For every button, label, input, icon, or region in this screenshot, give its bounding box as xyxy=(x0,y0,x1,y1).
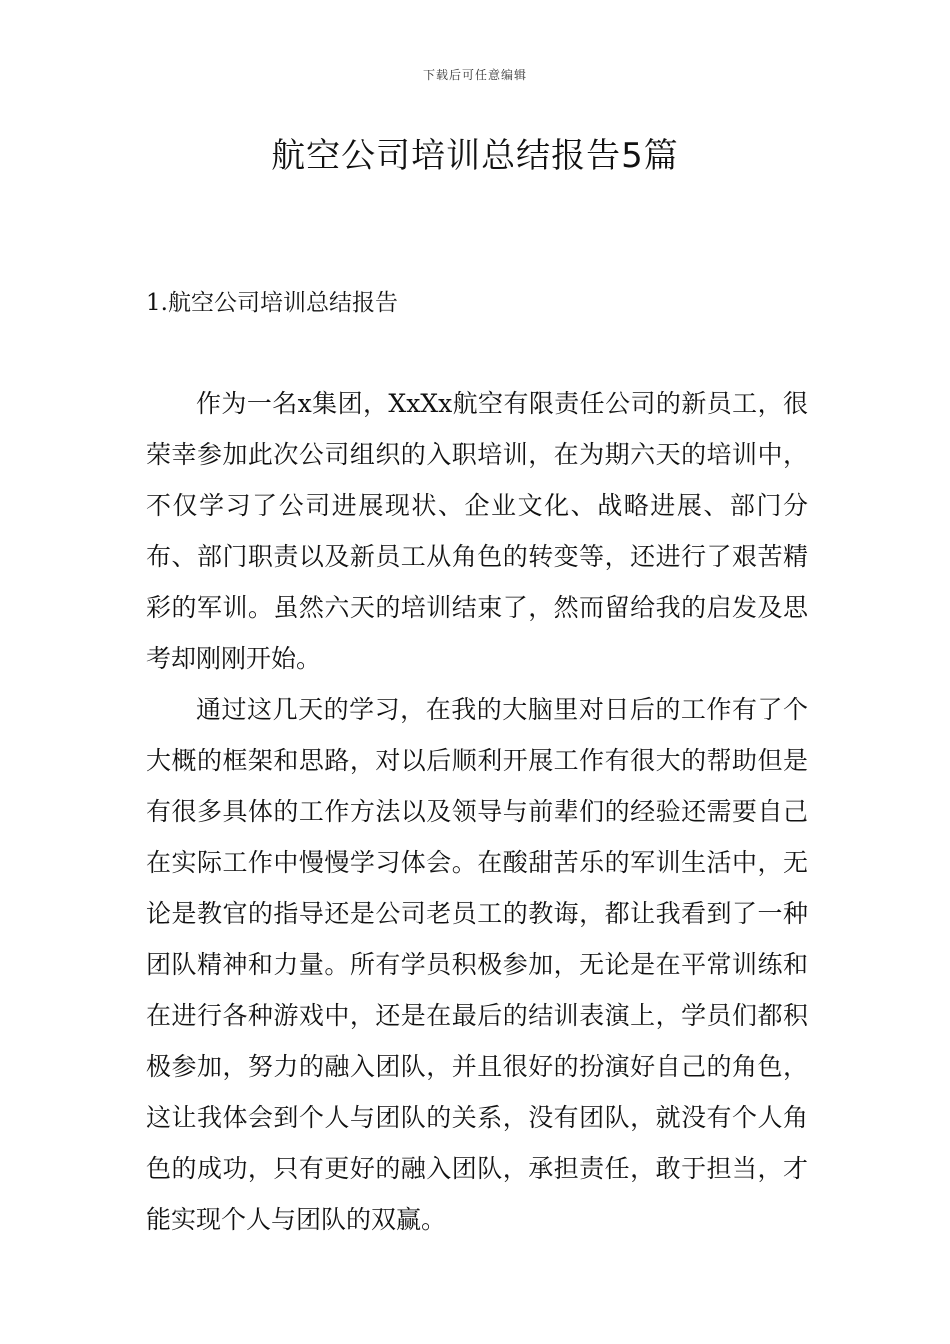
header-note: 下载后可任意编辑 xyxy=(422,68,527,82)
section-heading: 1.航空公司培训总结报告 xyxy=(146,290,398,316)
section-body xyxy=(146,378,808,1245)
paragraph-1: 作为一名x集团，XxXx航空有限责任公司的新员工，很荣幸参加此次公司组织的入职培训，在为期六天的培训中，不仅学习了公司进展现状、企业文化、战略进展、部门分布、部门职责以及新员工从角色的转变等，还进行了艰苦精彩的军训。虽然六天的培训结束了，然而留给我的启发及思考却刚刚开始。 xyxy=(146,389,808,673)
document-title: 航空公司培训总结报告5篇 xyxy=(271,136,679,176)
paragraph-2: 通过这几天的学习，在我的大脑里对日后的工作有了个大概的框架和思路，对以后顺利开展工作有很大的帮助但是有很多具体的工作方法以及领导与前辈们的经验还需要自己在实际工作中慢慢学习体会。在酸甜苦乐的军训生活中，无论是教官的指导还是公司老员工的教诲，都让我看到了一种团队精神和力量。所有学员积极参加，无论是在平常训练和在进行各种游戏中，还是在最后的结训表演上，学员们都积极参加，努力的融入团队，并且很好的扮演好自己的角色，这让我体会到个人与团队的关系，没有团队，就没有个人角色的成功，只有更好的融入团队，承担责任，敢于担当，才能实现个人与团队的双赢。 xyxy=(146,695,808,1234)
